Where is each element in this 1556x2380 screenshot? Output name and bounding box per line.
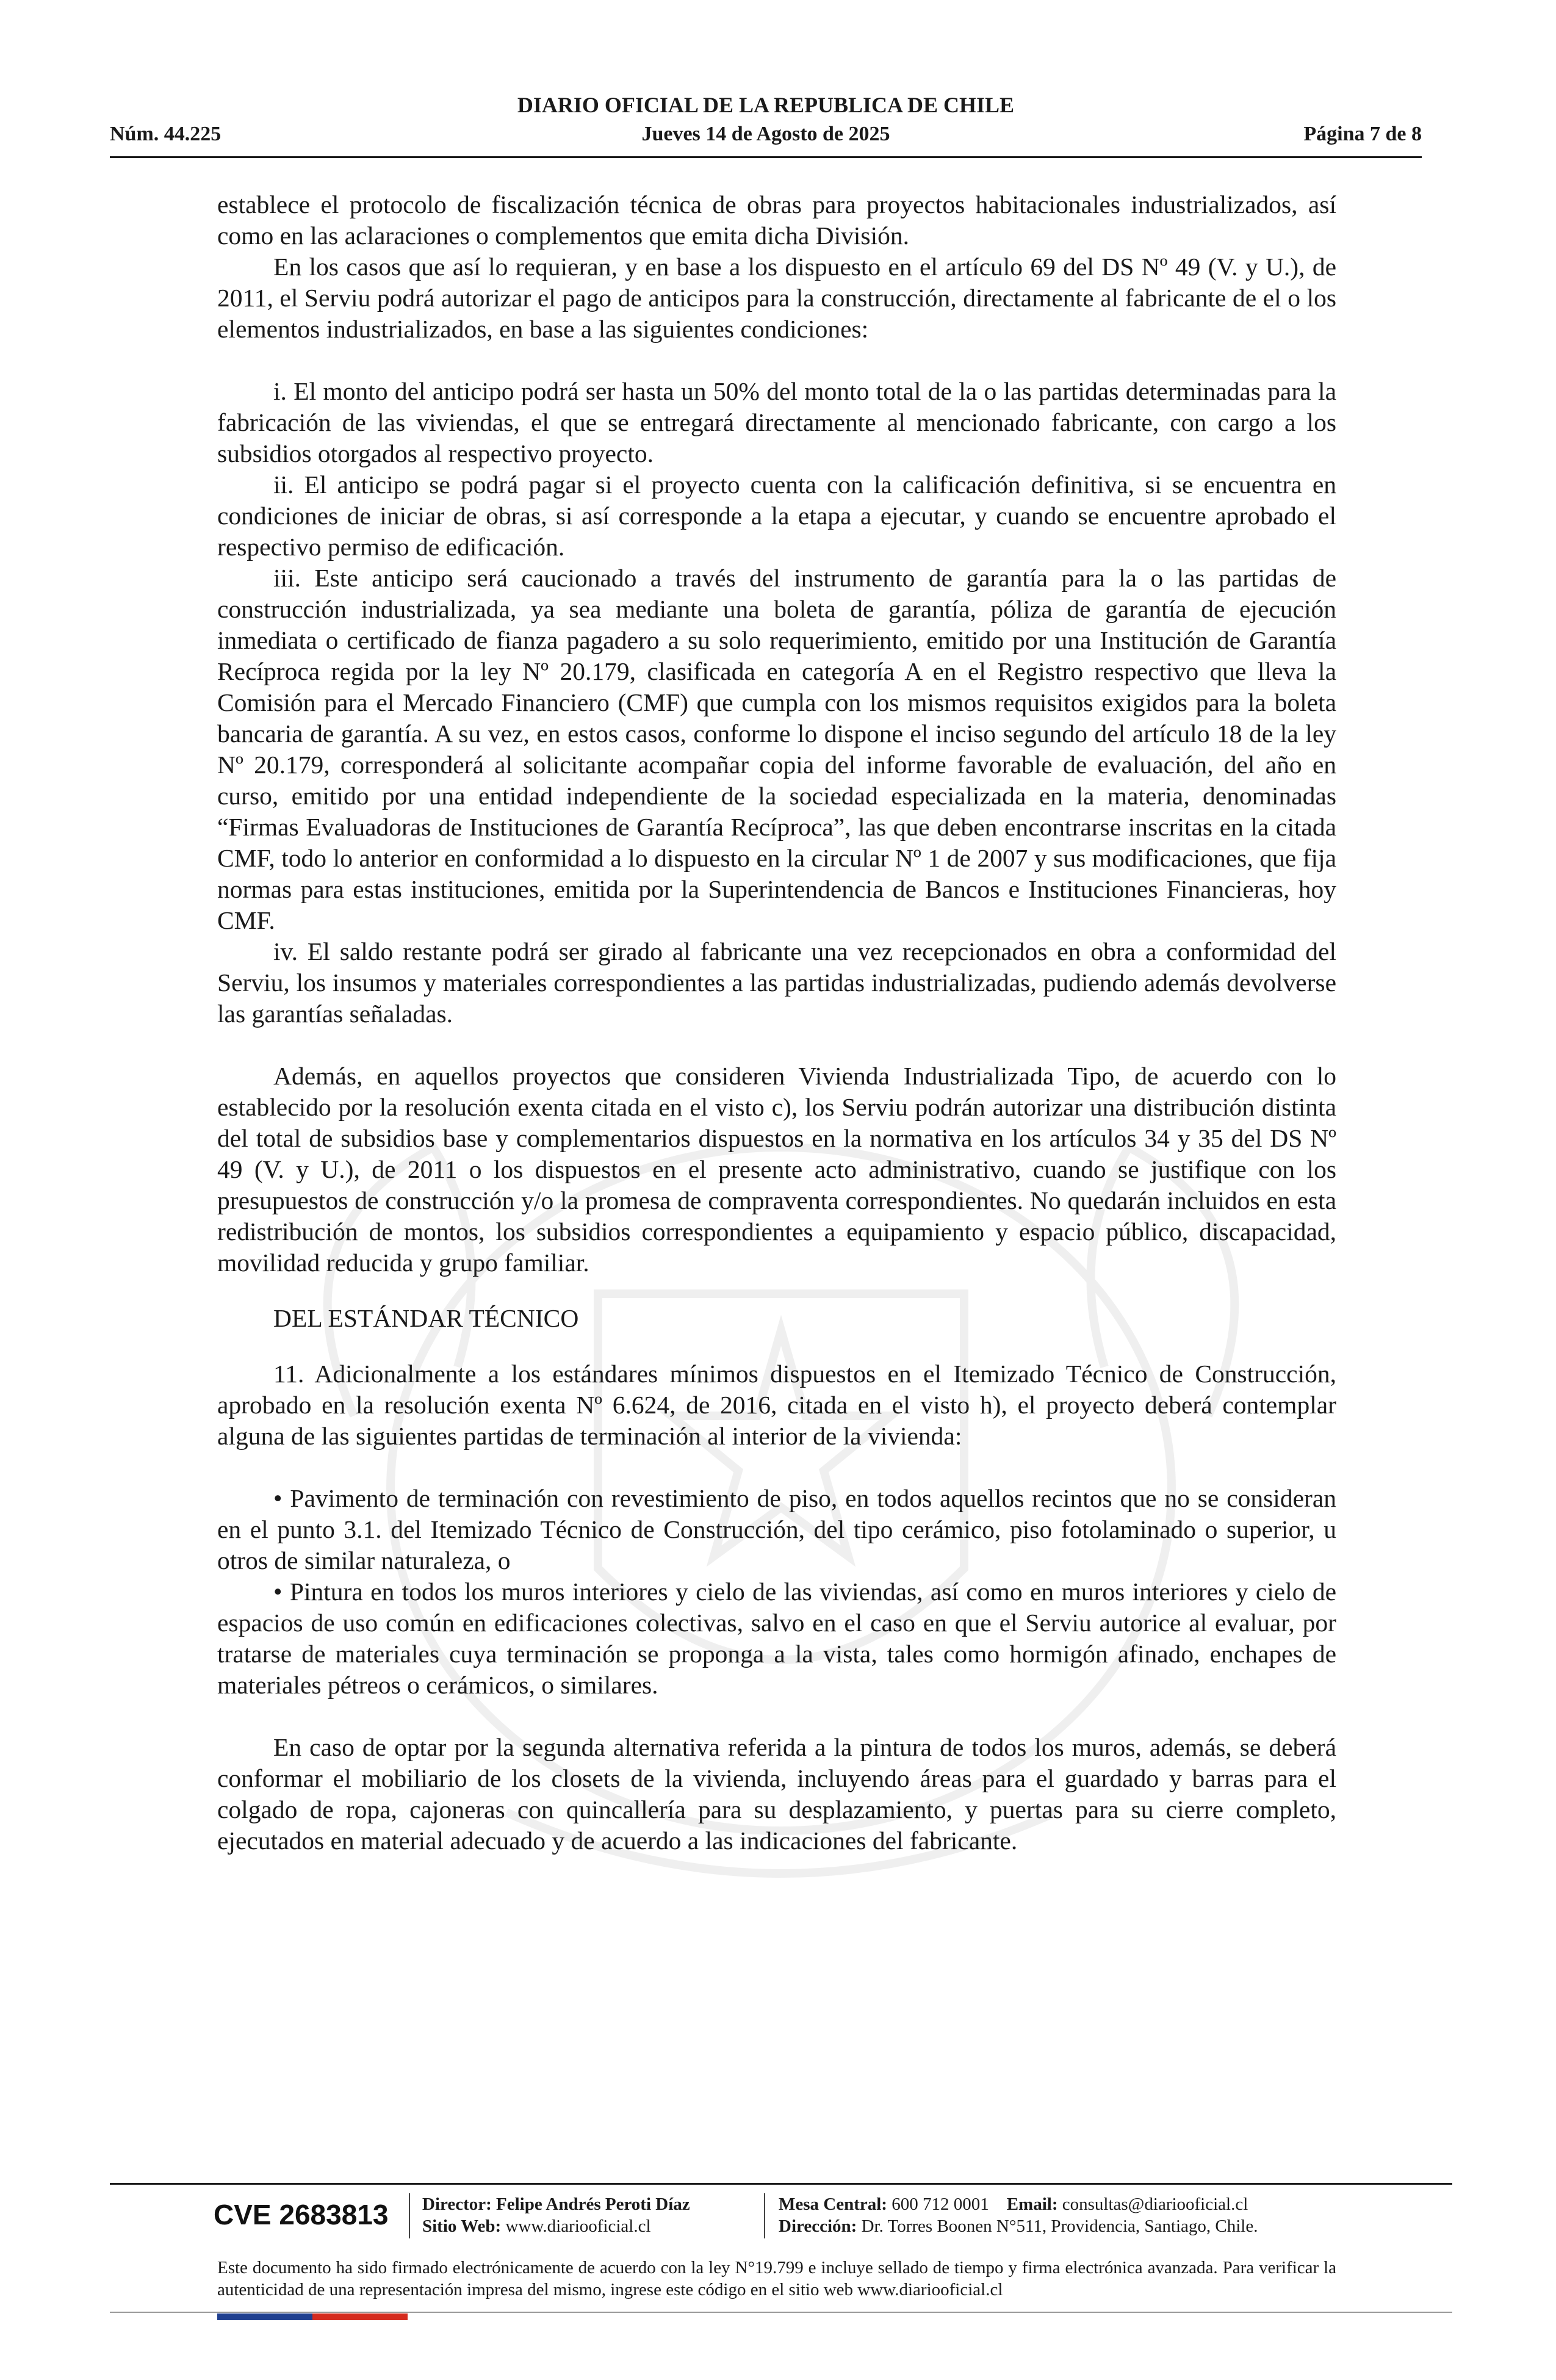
issue-date: Jueves 14 de Agosto de 2025 (641, 123, 890, 145)
director-label: Director: (422, 2194, 492, 2214)
web-link[interactable]: www.diariooficial.cl (505, 2216, 651, 2236)
paragraph-anticipos: En los casos que así lo requieran, y en base a los dispuesto en el artículo 69 del DS Nº 49 (V. y U.), de 2011, el Serviu podrá autorizar el pago de anticipos para la construcción, directamente al fabricante de el o los elementos industrializados, en base a las siguientes condiciones: (217, 253, 1336, 343)
newspaper-title: DIARIO OFICIAL DE LA REPUBLICA DE CHILE (517, 93, 1015, 117)
footer-divider (110, 2183, 1452, 2185)
flag-red-segment (312, 2313, 408, 2320)
paragraph-continuation: establece el protocolo de fiscalización técnica de obras para proyectos habitacionales industrializados, así como en las aclaraciones o complementos que emita dicha División. (217, 190, 1336, 250)
cve-code: CVE 2683813 (214, 2199, 389, 2230)
footer-separator (409, 2193, 410, 2238)
email-label: Email: (1006, 2194, 1058, 2214)
mesa-phone: 600 712 0001 (891, 2194, 989, 2214)
list-item-ii: ii. El anticipo se podrá pagar si el proyecto cuenta con la calificación definitiva, si se encuentra en condiciones de iniciar de obras, si así corresponde a la etapa a ejecutar, y cuando se encuentre aprobado el respectivo permiso de edificación. (217, 471, 1336, 561)
address-label: Dirección: (779, 2216, 857, 2236)
web-label: Sitio Web: (422, 2216, 502, 2236)
signature-note: Este documento ha sido firmado electrónicamente de acuerdo con la ley N°19.799 e incluye sellado de tiempo y firma electrónica avanzada. Para verificar la autenticidad de una representación impresa del mismo, ingrese este código en el sitio web www.diariooficial.cl (217, 2258, 1336, 2299)
bullet-pintura: • Pintura en todos los muros interiores y cielo de las viviendas, así como en muros interiores y cielo de espacios de uso común en edificaciones colectivas, salvo en el caso en que el Serviu autorice al evaluar, por tratarse de materiales cuya terminación se proponga a la vista, tales como hormigón afinado, enchapes de materiales pétreos o cerámicos, o similares. (217, 1578, 1336, 1699)
paragraph-vivienda-industrializada: Además, en aquellos proyectos que consideren Vivienda Industrializada Tipo, de acuerdo con lo establecido por la resolución exenta citada en el visto c), los Serviu podrán autorizar una distribución distinta del total de subsidios base y complementarios dispuestos en la normativa en los artículos 34 y 35 del DS Nº 49 (V. y U.), de 2011 o los dispuestos en el presente acto administrativo, cuando se justifique con los presupuestos de construcción y/o la promesa de compraventa correspondientes. No quedarán incluidos en esta redistribución de montos, los subsidios correspondientes a equipamiento y espacio público, discapacidad, movilidad reducida y grupo familiar. (217, 1062, 1336, 1277)
document-body (217, 189, 1336, 1856)
issue-number: Núm. 44.225 (110, 123, 222, 145)
mesa-label: Mesa Central: (779, 2194, 887, 2214)
page-indicator: Página 7 de 8 (1303, 123, 1422, 145)
list-item-iii: iii. Este anticipo será caucionado a través del instrumento de garantía para la o las partidas de construcción industrializada, ya sea mediante una boleta de garantía, póliza de garantía de ejecución inmediata o certificado de fianza pagadero a su solo requerimiento, emitido por una Institución de Garantía Recíproca regida por la ley Nº 20.179, clasificada en categoría A en el Registro respectivo que lleva la Comisión para el Mercado Financiero (CMF) que cumpla con los mismos requisitos exigidos para la boleta bancaria de garantía. A su vez, en estos casos, conforme lo dispone el inciso segundo del artículo 18 de la ley Nº 20.179, corresponderá al solicitante acompañar copia del informe favorable de evaluación, del año en curso, emitido por una entidad independiente de la sociedad especializada en la materia, denominadas “Firmas Evaluadoras de Instituciones de Garantía Recíproca”, las que deben encontrarse inscritas en la citada CMF, todo lo anterior en conformidad a lo dispuesto en la circular Nº 1 de 2007 y sus modificaciones, que fija normas para estas instituciones, emitida por la Superintendencia de Bancos e Instituciones Financieras, hoy CMF. (217, 564, 1336, 934)
section-heading: DEL ESTÁNDAR TÉCNICO (273, 1304, 579, 1332)
paragraph-11: 11. Adicionalmente a los estándares mínimos dispuestos en el Itemizado Técnico de Construcción, aprobado en la resolución exenta Nº 6.624, de 2016, citada en el visto h), el proyecto deberá contemplar alguna de las siguientes partidas de terminación al interior de la vivienda: (217, 1360, 1336, 1450)
footer-separator (764, 2193, 765, 2238)
footer-bottom-line (110, 2312, 1452, 2313)
director-name: Felipe Andrés Peroti Díaz (496, 2194, 690, 2214)
page-header (110, 92, 1422, 159)
email-link[interactable]: consultas@diariooficial.cl (1062, 2194, 1248, 2214)
footer-info (214, 2193, 1342, 2240)
director-block (422, 2193, 690, 2237)
flag-color-bar (217, 2313, 408, 2320)
paragraph-closets: En caso de optar por la segunda alternativa referida a la pintura de todos los muros, además, se deberá conformar el mobiliario de los closets de la vivienda, incluyendo áreas para el guardado y barras para el colgado de ropa, cajoneras con quincallería para su desplazamiento, y puertas para su cierre completo, ejecutados en material adecuado y de acuerdo a las indicaciones del fabricante. (217, 1733, 1336, 1855)
header-divider (110, 156, 1422, 158)
address-value: Dr. Torres Boonen N°511, Providencia, Santiago, Chile. (861, 2216, 1258, 2236)
list-item-iv: iv. El saldo restante podrá ser girado al fabricante una vez recepcionados en obra a conformidad del Serviu, los insumos y materiales correspondientes a las partidas industrializadas, pudiendo además devolverse las garantías señaladas. (217, 937, 1336, 1028)
bullet-pavimento: • Pavimento de terminación con revestimiento de piso, en todos aquellos recintos que no se consideran en el punto 3.1. del Itemizado Técnico de Construcción, del tipo cerámico, piso fotolaminado o superior, u otros de similar naturaleza, o (217, 1484, 1336, 1574)
contact-block (779, 2193, 1258, 2237)
list-item-i: i. El monto del anticipo podrá ser hasta un 50% del monto total de la o las partidas determinadas para la fabricación de las viviendas, el que se entregará directamente al mencionado fabricante, con cargo a los subsidios otorgados al respectivo proyecto. (217, 377, 1336, 467)
flag-blue-segment (217, 2313, 312, 2320)
